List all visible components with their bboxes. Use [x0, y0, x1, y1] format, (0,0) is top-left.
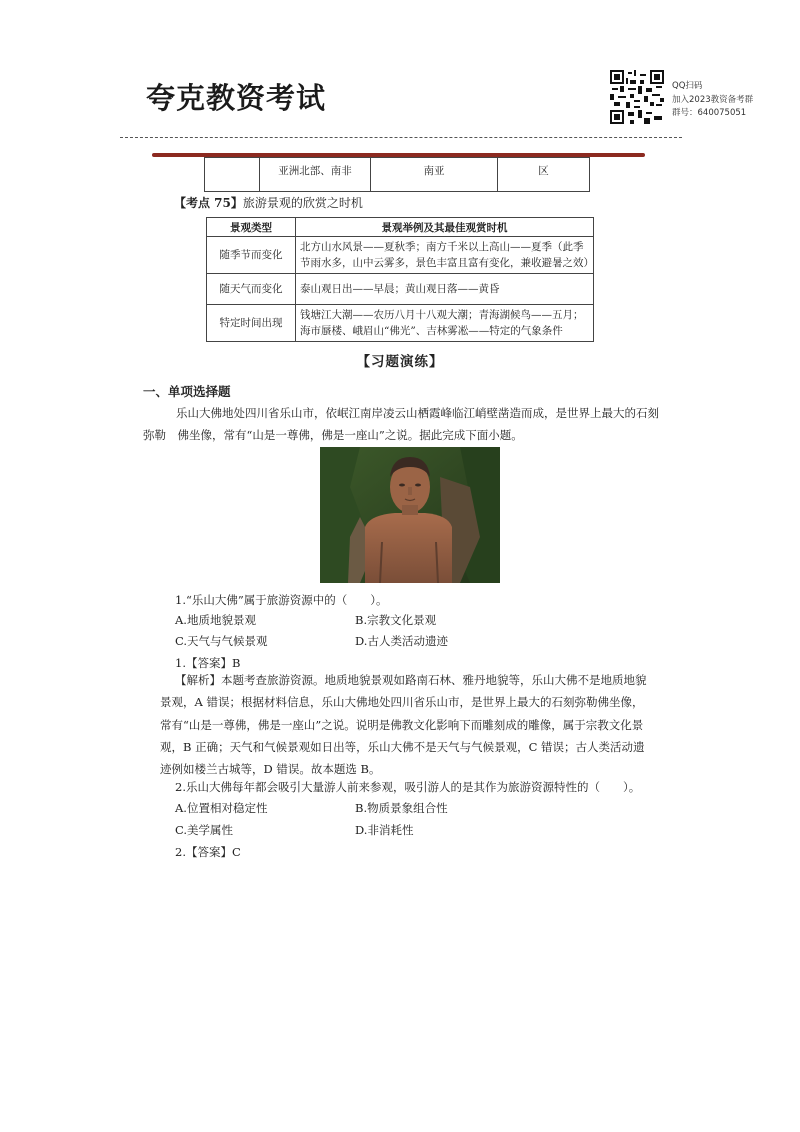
header-dotted-divider [120, 137, 682, 138]
qr-code-icon [610, 70, 664, 124]
qr-caption-line: QQ扫码 [672, 81, 703, 91]
landscape-example: 钱塘江大潮——农历八月十八观大潮；青海湖候鸟——五月；海市蜃楼、峨眉山“佛光”、吉林雾凇——特定的气象条件 [296, 305, 594, 342]
table-row [205, 158, 590, 192]
q1-analysis: 【解析】本题考查旅游资源。地质地貌景观如路南石林、雅丹地貌等，乐山大佛不是地质地貌景观，A 错误；根据材料信息，乐山大佛地处四川省乐山市，是世界上最大的石刻弥勒佛坐像，常有“山是一尊佛，佛是一座山”之说。说明是佛教文化影响下而雕刻成的雕像，属于宗教文化景观，B 正确；天气和气候景观如日出等，乐山大佛不是天气与气候景观，C 错误；古人类活动遗迹例如楼兰古城等，D 错误。故本题选 B。 [160, 673, 647, 777]
question-intro: 乐山大佛地处四川省乐山市，依岷江南岸凌云山栖霞峰临江峭壁凿造而成，是世界上最大的石刻弥勒 佛坐像，常有“山是一尊佛，佛是一座山”之说。据此完成下面小题。 [143, 406, 659, 442]
table-cell [205, 158, 260, 192]
brand-logo-text: 夸克教资考试 [146, 81, 327, 115]
q1-stem: 1.“乐山大佛”属于旅游资源中的（ ）。 [175, 593, 388, 607]
exercise-title: 【习题演练】 [356, 354, 444, 370]
table-fragment [204, 157, 590, 192]
qr-caption-line: 群号：640075051 [672, 108, 747, 118]
column-header: 景观类型 [207, 218, 296, 237]
landscape-type: 随季节而变化 [207, 237, 296, 274]
table-cell: 南亚 [371, 158, 498, 192]
q1-option-b: B.宗教文化景观 [355, 613, 437, 627]
timing-table [206, 217, 594, 342]
table-cell: 亚洲北部、南非 [260, 158, 371, 192]
kaodian-tag: 【考点 75】 [174, 196, 243, 210]
qr-caption [672, 80, 753, 121]
column-header: 景观举例及其最佳观赏时机 [296, 218, 594, 237]
kaodian-title: 旅游景观的欣赏之时机 [242, 196, 363, 210]
q1-answer: 1.【答案】B [175, 656, 241, 670]
section-heading: 一、单项选择题 [143, 384, 231, 399]
q2-option-b: B.物质景象组合性 [355, 801, 448, 815]
q2-answer: 2.【答案】C [175, 845, 241, 859]
q2-stem: 2.乐山大佛每年都会吸引大量游人前来参观，吸引游人的是其作为旅游资源特性的（ ）。 [175, 780, 641, 794]
table-row [207, 237, 594, 274]
landscape-type: 特定时间出现 [207, 305, 296, 342]
table-row [207, 274, 594, 305]
q1-option-c: C.天气与气候景观 [175, 634, 268, 648]
q1-option-d: D.古人类活动遗迹 [355, 634, 448, 648]
q2-option-d: D.非消耗性 [355, 823, 414, 837]
landscape-example: 泰山观日出——早晨；黄山观日落——黄昏 [296, 274, 594, 305]
q2-option-c: C.美学属性 [175, 823, 234, 837]
q2-option-a: A.位置相对稳定性 [175, 801, 268, 815]
leshan-buddha-photo [320, 447, 500, 583]
table-header-row [207, 218, 594, 237]
table-cell: 区 [498, 158, 590, 192]
q1-option-a: A.地质地貌景观 [175, 613, 256, 627]
kaodian-heading [174, 194, 363, 211]
qr-caption-line: 加入2023教资备考群 [672, 94, 754, 105]
landscape-example: 北方山水风景——夏秋季；南方千米以上高山——夏季（此季节雨水多，山中云雾多，景色丰富且富有变化，兼收避暑之效） [296, 237, 594, 274]
landscape-type: 随天气而变化 [207, 274, 296, 305]
table-row [207, 305, 594, 342]
